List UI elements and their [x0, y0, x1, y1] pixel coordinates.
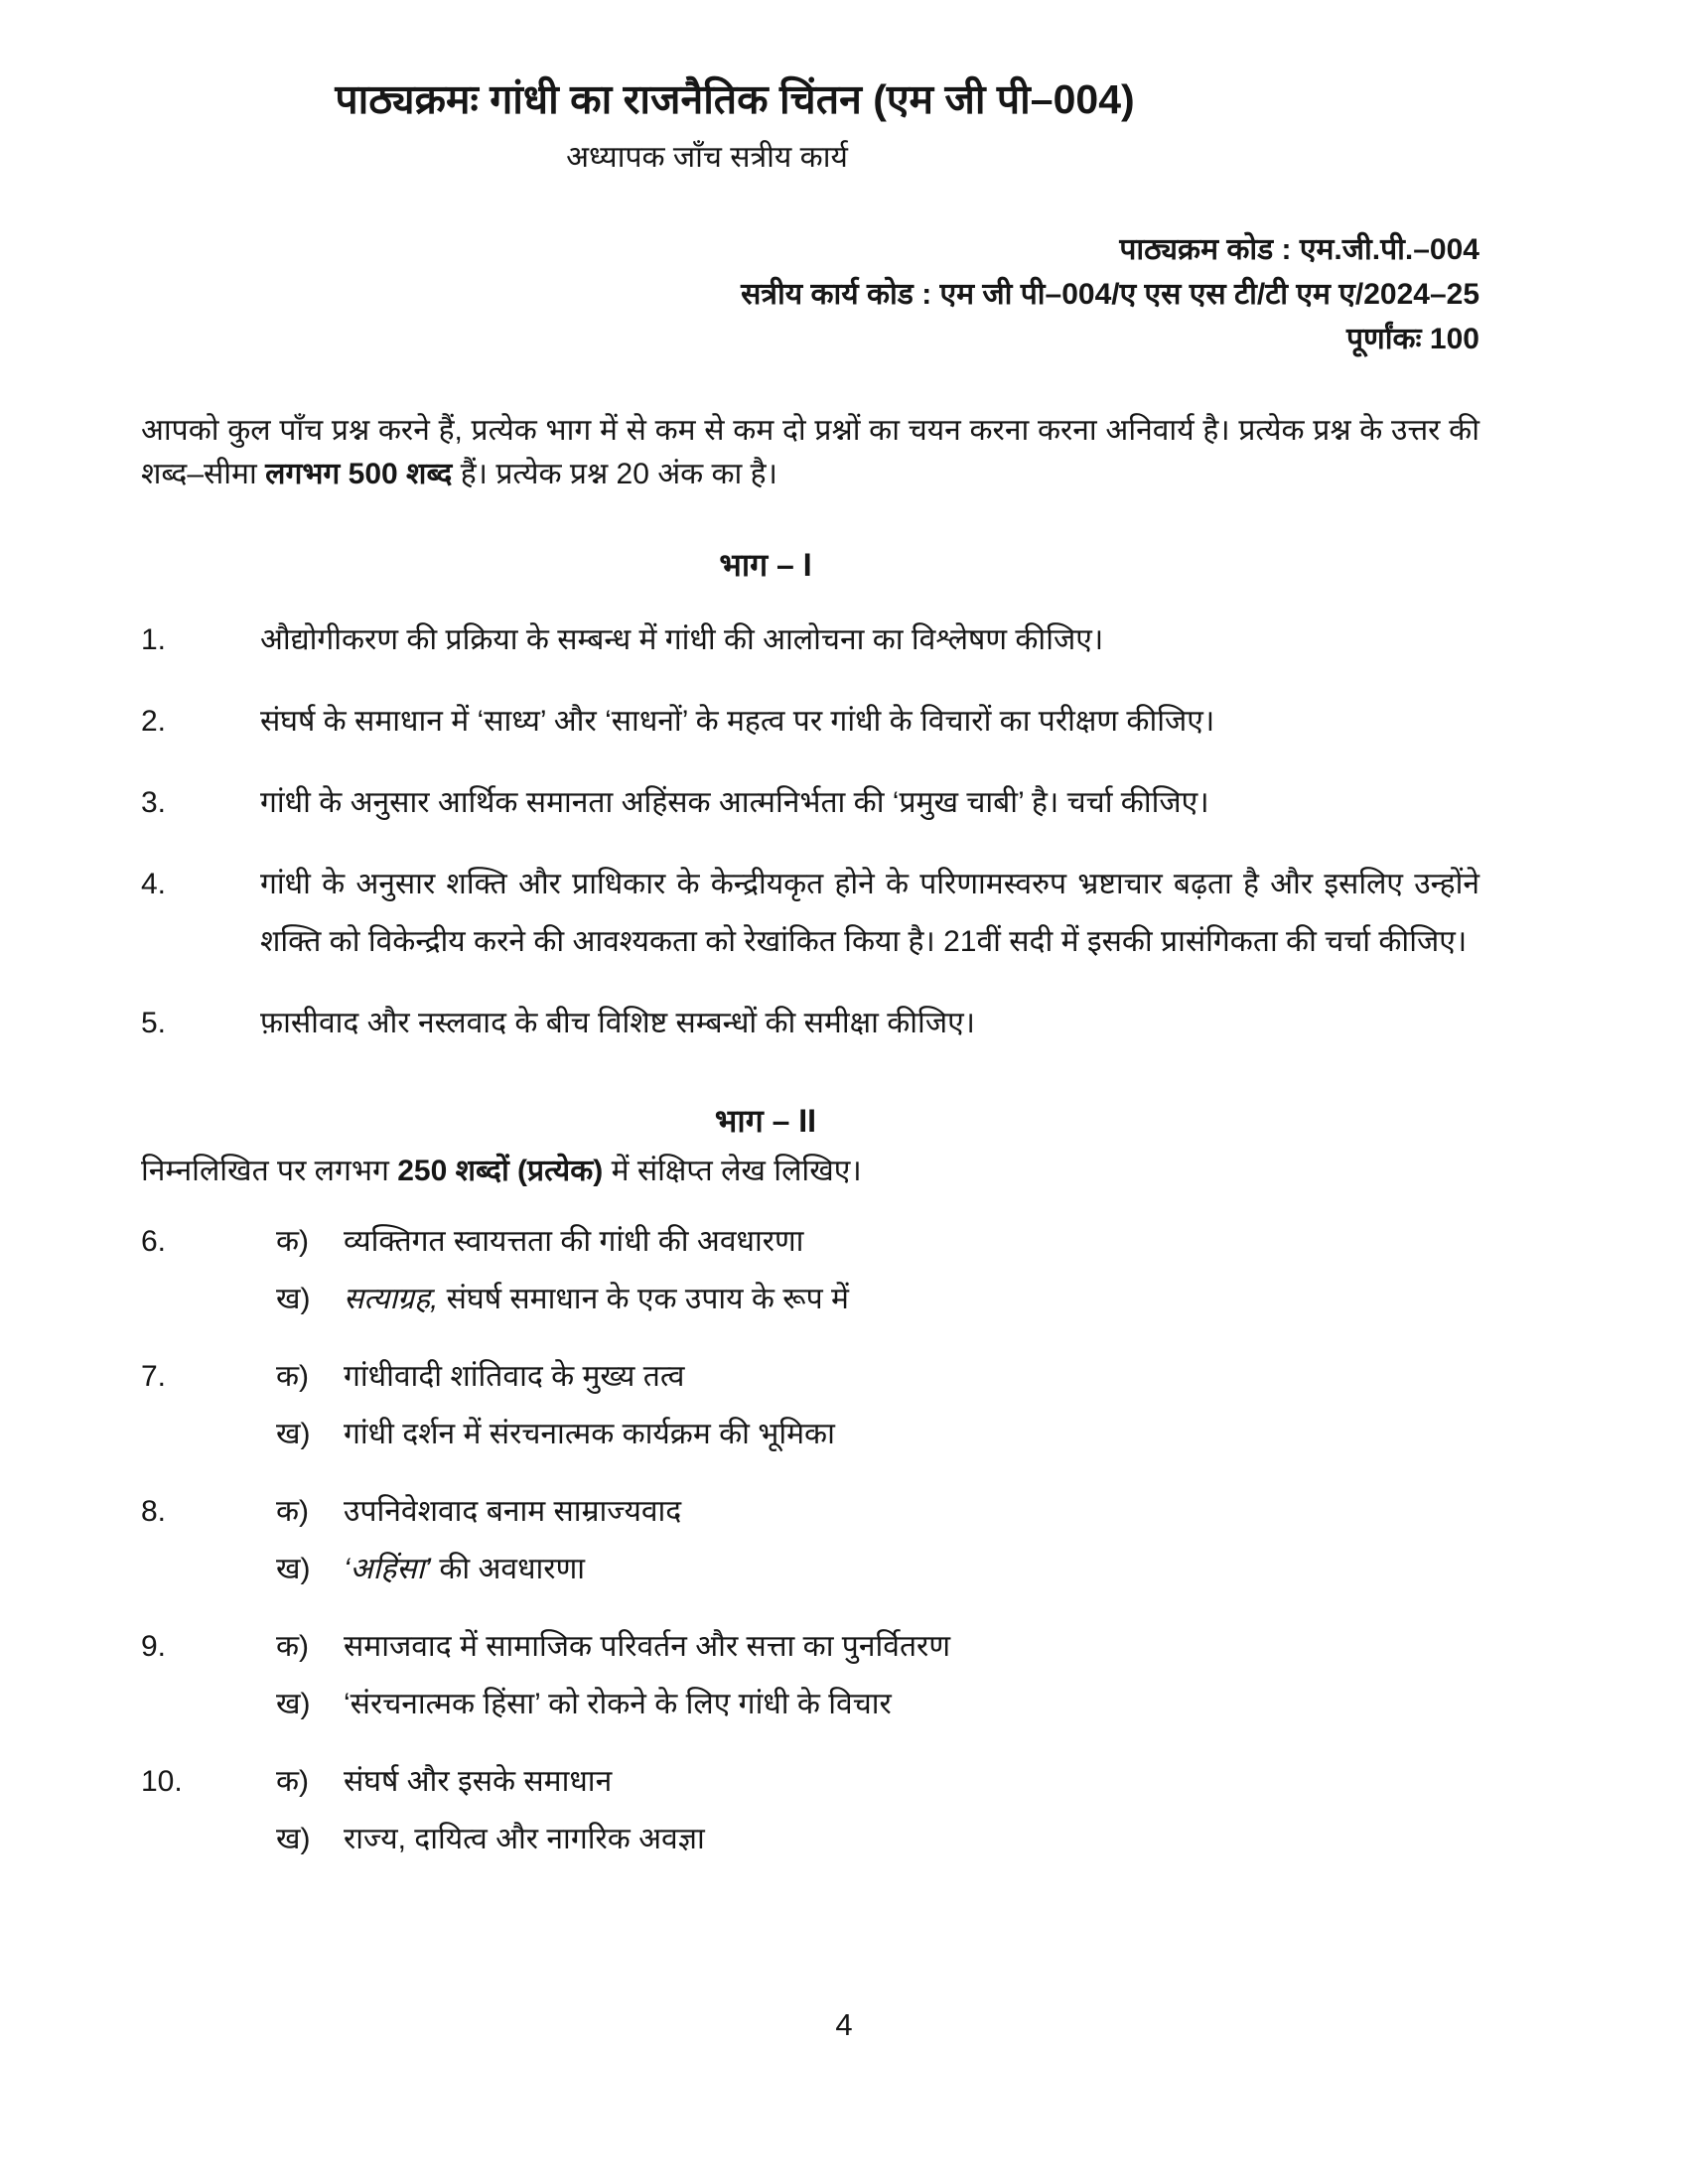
- subquestion-label: ख): [276, 1553, 311, 1585]
- part2-questions: [141, 1213, 1479, 1868]
- subquestion-text: संघर्ष और इसके समाधान: [344, 1765, 613, 1798]
- subquestion-text-rest: ‘संरचनात्मक हिंसा’ को रोकने के लिए गांधी के विचार: [344, 1688, 892, 1720]
- subquestion-text: समाजवाद में सामाजिक परिवर्तन और सत्ता का पुनर्वितरण: [344, 1630, 951, 1663]
- instructions-paragraph: [141, 409, 1479, 496]
- question-text: गांधी के अनुसार आर्थिक समानता अहिंसक आत्मनिर्भता की ‘प्रमुख चाबी’ है। चर्चा कीजिए।: [260, 786, 1209, 819]
- question-number: 1.: [141, 623, 167, 656]
- subquestion-label: ख): [276, 1823, 311, 1855]
- subquestion-text-rest: गांधी दर्शन में संरचनात्मक कार्यक्रम की भूमिका: [344, 1418, 835, 1450]
- question-number: 2.: [141, 705, 167, 738]
- subquestion-b: [276, 1676, 1479, 1733]
- question-6: [141, 1213, 1479, 1328]
- italic-term: सत्याग्रह,: [344, 1283, 439, 1315]
- subquestion-a: [276, 1618, 1479, 1676]
- question-3: [141, 774, 1479, 832]
- question-text: संघर्ष के समाधान में ‘साध्य’ और ‘साधनों’ के महत्व पर गांधी के विचारों का परीक्षण कीजिए।: [260, 705, 1215, 738]
- question-number: 6.: [141, 1225, 167, 1258]
- subquestion-text-rest: की अवधारणा: [431, 1553, 586, 1585]
- subquestion-text: गांधीवादी शांतिवाद के मुख्य तत्व: [344, 1360, 685, 1393]
- question-4: [141, 856, 1479, 971]
- instructions-text-post: हैं। प्रत्येक प्रश्न 20 अंक का है।: [452, 458, 777, 490]
- part1-heading: भाग – I: [719, 547, 812, 583]
- assignment-code-line: सत्रीय कार्य कोड : एम जी पी–004/ए एस एस टी/टी एम ए/2024–25: [741, 278, 1479, 311]
- subquestion-label: क): [276, 1360, 310, 1393]
- max-marks-line: पूर्णांकः 100: [1346, 323, 1479, 355]
- course-code-line: पाठ्यक्रम कोड : एम.जी.पी.–004: [1119, 233, 1479, 266]
- part2-instructions: [141, 1150, 1479, 1193]
- subquestion-text: व्यक्तिगत स्वायत्तता की गांधी की अवधारणा: [344, 1225, 804, 1258]
- question-5: [141, 995, 1479, 1052]
- subquestion-label: ख): [276, 1283, 311, 1315]
- question-number: 5.: [141, 1007, 167, 1039]
- subquestion-b: [276, 1271, 1479, 1328]
- subquestion-text: [344, 1271, 1479, 1328]
- subquestion-text: [344, 1406, 1479, 1463]
- subquestion-b: [276, 1811, 1479, 1868]
- subquestion-label: ख): [276, 1418, 311, 1450]
- question-text: फ़ासीवाद और नस्लवाद के बीच विशिष्ट सम्बन्धों की समीक्षा कीजिए।: [260, 1007, 976, 1039]
- instructions-word-limit: लगभग 500 शब्द: [265, 458, 453, 490]
- subquestion-text: [344, 1676, 1479, 1733]
- instructions-text-pre: आपको कुल पाँच प्रश्न करने हैं, प्रत्येक भाग में से कम से कम दो प्रश्नों का चयन करना करना अनिवार्य है। प्रत्येक प्रश्न के उत्तर की शब्द–सीमा: [141, 414, 1479, 490]
- question-text: औद्योगीकरण की प्रक्रिया के सम्बन्ध में गांधी की आलोचना का विश्लेषण कीजिए।: [260, 623, 1104, 656]
- question-number: 10.: [141, 1765, 183, 1798]
- question-text: गांधी के अनुसार शक्ति और प्राधिकार के केन्द्रीयकृत होने के परिणामस्वरुप भ्रष्टाचार बढ़ता है और इसलिए उन्होंने शक्ति को विकेन्द्रीय करने की आवश्यकता को रेखांकित किया है। 21वीं सदी में इसकी प्रासंगिकता की चर्चा कीजिए।: [260, 868, 1479, 958]
- subquestion-label: क): [276, 1765, 310, 1798]
- italic-term: ‘अहिंसा’: [344, 1553, 431, 1585]
- part2-heading: भाग – II: [714, 1103, 817, 1139]
- part2-instructions-pre: निम्नलिखित पर लगभग: [141, 1155, 398, 1187]
- subquestion-label: ख): [276, 1688, 311, 1720]
- subquestion-b: [276, 1406, 1479, 1463]
- subquestion-a: [276, 1753, 1479, 1811]
- question-10: [141, 1753, 1479, 1868]
- page-subtitle: अध्यापक जाँच सत्रीय कार्य: [566, 141, 848, 174]
- question-7: [141, 1348, 1479, 1463]
- subquestion-a: [276, 1483, 1479, 1541]
- part2-instructions-post: में संक्षिप्त लेख लिखिए।: [603, 1155, 862, 1187]
- question-9: [141, 1618, 1479, 1733]
- question-number: 8.: [141, 1495, 167, 1528]
- subquestion-text: [344, 1811, 1479, 1868]
- subquestion-text-rest: संघर्ष समाधान के एक उपाय के रूप में: [438, 1283, 849, 1315]
- part2-word-limit: 250 शब्दों (प्रत्येक): [397, 1155, 604, 1187]
- code-block: [141, 227, 1479, 361]
- subquestion-a: [276, 1213, 1479, 1271]
- subquestion-a: [276, 1348, 1479, 1406]
- page-number: 4: [835, 2007, 853, 2042]
- page-title: पाठ्यक्रमः गांधी का राजनैतिक चिंतन (एम जी पी–004): [335, 76, 1135, 122]
- question-number: 4.: [141, 868, 167, 900]
- subquestion-text: [344, 1541, 1479, 1598]
- question-2: [141, 693, 1479, 751]
- subquestion-text-rest: राज्य, दायित्व और नागरिक अवज्ञा: [344, 1823, 705, 1855]
- question-8: [141, 1483, 1479, 1598]
- subquestion-label: क): [276, 1630, 310, 1663]
- subquestion-b: [276, 1541, 1479, 1598]
- subquestion-text: उपनिवेशवाद बनाम साम्राज्यवाद: [344, 1495, 682, 1528]
- question-number: 7.: [141, 1360, 167, 1393]
- question-number: 9.: [141, 1630, 167, 1663]
- question-1: [141, 612, 1479, 669]
- subquestion-label: क): [276, 1495, 310, 1528]
- question-number: 3.: [141, 786, 167, 819]
- subquestion-label: क): [276, 1225, 310, 1258]
